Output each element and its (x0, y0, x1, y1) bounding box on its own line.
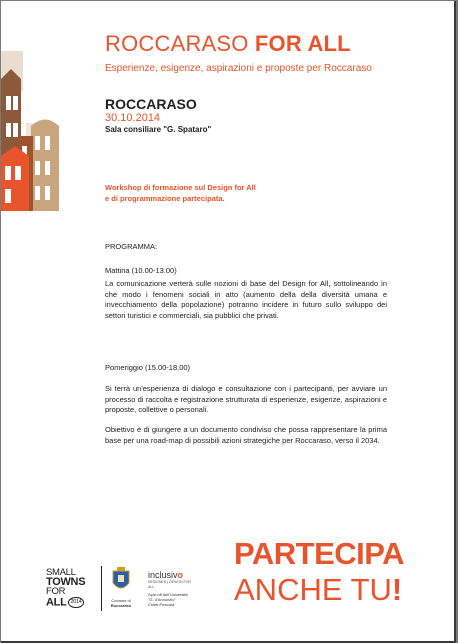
cta-anche-tu-text: ANCHE TU (234, 572, 392, 607)
cta-partecipa: PARTECIPA (234, 536, 405, 571)
small-towns-line-2: TOWNS (46, 575, 86, 588)
poster-title (105, 31, 351, 57)
comune-caption-1: Comune di (111, 598, 131, 603)
small-towns-year: 2014 (68, 597, 83, 608)
afternoon-label: Pomeriggio (15.00-18.00) (105, 363, 191, 372)
poster-page (1, 1, 456, 643)
morning-text: La comunicazione verterà sulle nozioni di base del Design for All, sottolineando in che modo i fenomeni sociali in atto (aumento della della diversità umana e invecchiamento della popolazione) potranno incidere in futuro sullo sviluppo dei settori turistici e commerciali, sia pubblici che privati. (105, 279, 387, 320)
inclusivo-name (148, 570, 193, 580)
inclusivo-name-a: inclusiv (148, 570, 178, 580)
title-bold: FOR ALL (254, 31, 351, 56)
workshop-title (105, 182, 305, 204)
inclusivo-spinoff-3: Chieti-Pescara (148, 602, 175, 607)
morning-label: Mattina (10.00-13.00) (105, 266, 177, 275)
comune-logo (106, 567, 136, 608)
title-main: ROCCARASO (105, 31, 255, 56)
small-towns-all: ALL (46, 595, 67, 608)
small-towns-line-1: SMALL (46, 567, 76, 578)
cta-anche-tu (234, 573, 402, 607)
houses-illustration (1, 51, 71, 216)
goal-text: Obiettivo è di giungere a un documento condiviso che possa rappresentare la prima base per una road-map di possibili azioni strategiche per Roccaraso, verso il 2034. (105, 425, 387, 445)
small-towns-logo (46, 568, 96, 608)
coat-of-arms-icon (111, 567, 131, 593)
inclusivo-spinoff-1: Spin-off dell'Università (148, 592, 188, 597)
event-venue: Sala consiliare "G. Spataro" (105, 125, 212, 134)
workshop-line-2: e di programmazione partecipata. (105, 194, 225, 203)
logo-divider (101, 566, 102, 611)
comune-caption-2: Roccaraso (110, 603, 132, 608)
poster-subtitle: Esperienze, esigenze, aspirazioni e proposte per Roccaraso (105, 63, 372, 74)
cta-exclaim: ! (391, 572, 403, 607)
workshop-line-1: Workshop di formazione sul Design for All (105, 183, 256, 192)
event-city: ROCCARASO (105, 96, 197, 112)
small-towns-line-3: FOR (46, 586, 66, 597)
afternoon-text: Si terrà un'esperienza di dialogo e consultazione con i partecipanti, per avviare un processo di raccolta e registrazione strutturata di esperienze, esigenze, aspirazioni e proposte, collettive o personali. (105, 384, 387, 414)
inclusivo-logo (148, 570, 193, 607)
programma-heading: PROGRAMMA: (105, 242, 158, 251)
small-towns-line-4 (46, 597, 96, 608)
inclusivo-name-b: o (177, 570, 184, 580)
inclusivo-spinoff-2: "G. d'Annunzio" (148, 597, 176, 602)
inclusivo-tagline: DESIGNED | DESIGN FOR ALL (148, 580, 191, 589)
event-date: 30.10.2014 (105, 112, 161, 124)
